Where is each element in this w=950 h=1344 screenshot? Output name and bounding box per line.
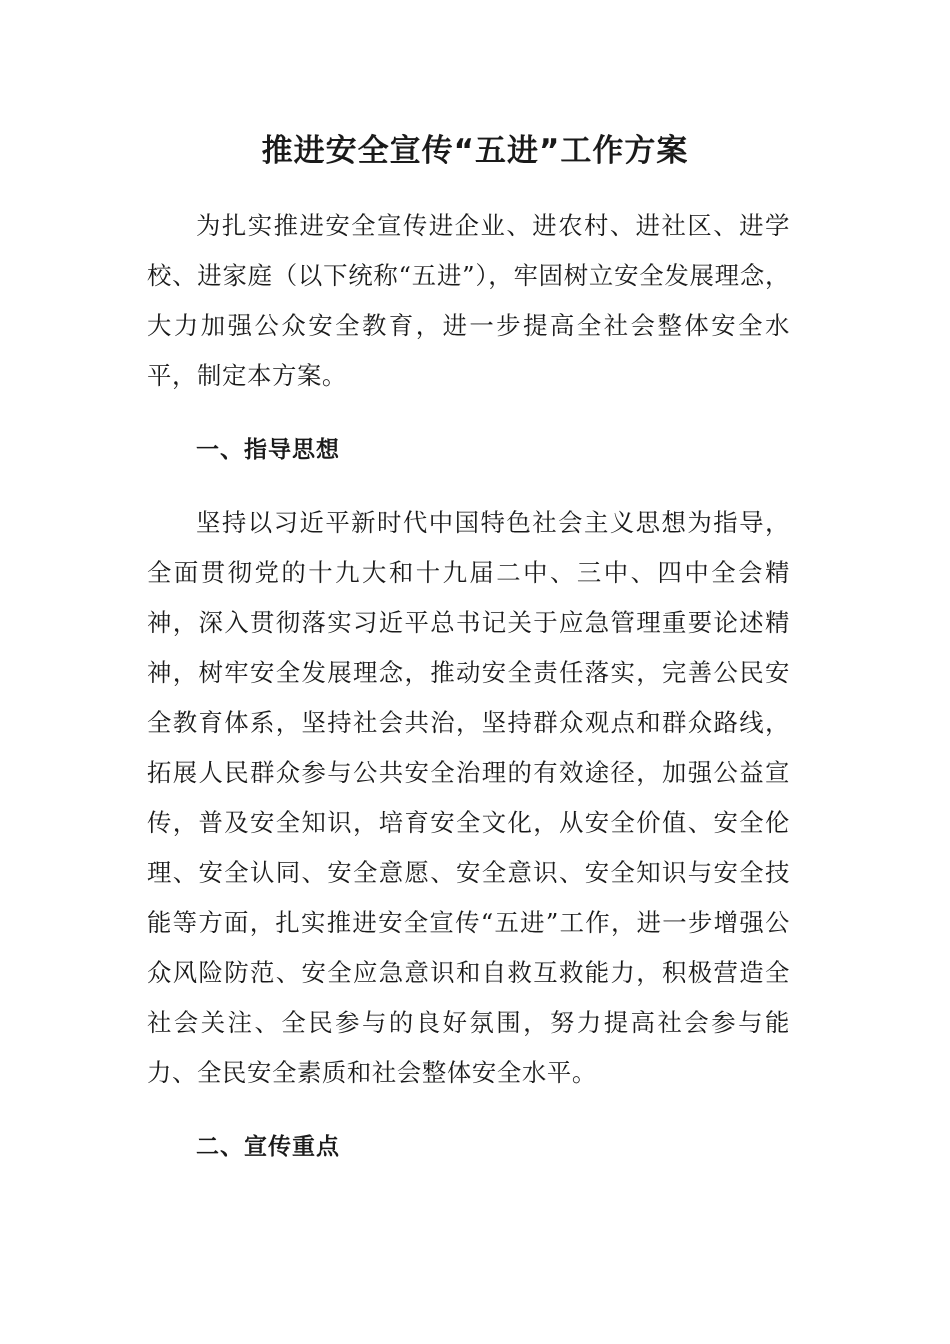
document-title: 推进安全宣传“五进”工作方案 [261, 133, 689, 169]
section-body-guiding-ideology: 坚持以习近平新时代中国特色社会主义思想为指导，全面贯彻党的十九大和十九届二中、三中、四中全会精神，深入贯彻落实习近平总书记关于应急管理重要论述精神，树牢安全发展理念，推动安全责任落实，完善公民安全教育体系，坚持社会共治，坚持群众观点和群众路线，拓展人民群众参与公共安全治理的有效途径，加强公益宣传，普及安全知识，培育安全文化，从安全价值、安全伦理、安全认同、安全意愿、安全意识、安全知识与安全技能等方面，扎实推进安全宣传“五进”工作，进一步增强公众风险防范、安全应急意识和自救互救能力，积极营造全社会关注、全民参与的良好氛围，努力提高社会参与能力、全民安全素质和社会整体安全水平。 [147, 508, 790, 1087]
section-heading-publicity-focus: 二、宣传重点 [196, 1134, 340, 1160]
intro-paragraph: 为扎实推进安全宣传进企业、进农村、进社区、进学校、进家庭（以下统称“五进”），牢固树立安全发展理念，大力加强公众安全教育，进一步提高全社会整体安全水平，制定本方案。 [147, 211, 790, 390]
section-heading-guiding-ideology: 一、指导思想 [196, 437, 340, 463]
